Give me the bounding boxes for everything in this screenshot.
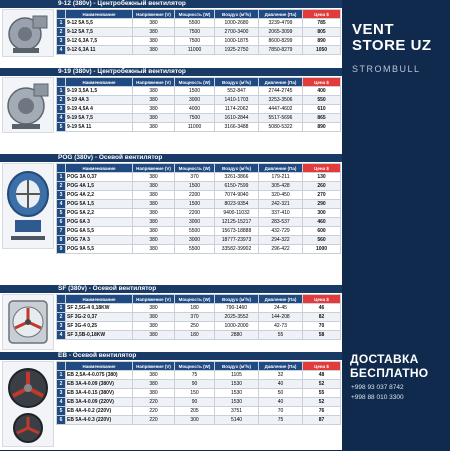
table-row <box>57 371 341 380</box>
row-price: 400 <box>303 87 341 96</box>
col-airflow: Воздух (м³/ч) <box>215 78 259 87</box>
row-pressure: 7850-8279 <box>259 46 303 55</box>
row-price: 865 <box>303 114 341 123</box>
row-name: POG 4A 1,5 <box>66 182 133 191</box>
row-airflow: 2700-3400 <box>215 28 259 37</box>
row-airflow: 6150-7599 <box>215 182 259 191</box>
col-airflow: Воздух (м³/ч) <box>215 10 259 19</box>
row-name: POG 4A 2,2 <box>66 191 133 200</box>
col-price: Цена $ <box>303 362 341 371</box>
row-power: 7500 <box>175 28 215 37</box>
row-pressure: 283-537 <box>259 218 303 227</box>
col-name: Наименование <box>66 164 133 173</box>
section-title: POG (380v) - Осевой вентилятор <box>0 154 342 162</box>
row-power: 370 <box>175 313 215 322</box>
col-power: Мощность (W) <box>175 78 215 87</box>
row-name: 9-12 5A 7,5 <box>66 28 133 37</box>
row-voltage: 380 <box>133 37 175 46</box>
table-row <box>57 416 341 425</box>
row-airflow: 33582-39902 <box>215 245 259 254</box>
price-table-9-19 <box>56 77 341 132</box>
table-row <box>57 380 341 389</box>
table-row <box>57 218 341 227</box>
phone-number[interactable]: +998 93 037 8742 <box>351 384 404 391</box>
row-number: 3 <box>57 389 66 398</box>
row-pressure: 2065-3099 <box>259 28 303 37</box>
table-row <box>57 191 341 200</box>
axial-fan-image <box>2 163 54 249</box>
row-voltage: 380 <box>133 209 175 218</box>
row-airflow: 1000-2000 <box>215 322 259 331</box>
row-price: 130 <box>303 173 341 182</box>
row-name: 9-19 5A 7,5 <box>66 114 133 123</box>
col-pressure: Давление (Па) <box>259 164 303 173</box>
row-voltage: 220 <box>133 407 175 416</box>
row-name: SF 3,5B-0,18KW <box>66 331 133 340</box>
row-price: 610 <box>303 105 341 114</box>
row-voltage: 380 <box>133 46 175 55</box>
row-airflow: 3751 <box>215 407 259 416</box>
row-price: 52 <box>303 398 341 407</box>
row-number: 3 <box>57 322 66 331</box>
row-price: 76 <box>303 407 341 416</box>
col-voltage: Напряжение (V) <box>133 164 175 173</box>
delivery-line1: ДОСТАВКА <box>350 352 419 366</box>
row-airflow: 15673-18888 <box>215 227 259 236</box>
row-airflow: 552-847 <box>215 87 259 96</box>
row-name: EB 3A-4-0.09 (380V) <box>66 380 133 389</box>
row-number: 6 <box>57 218 66 227</box>
row-number: 4 <box>57 398 66 407</box>
row-pressure: 294-322 <box>259 236 303 245</box>
row-power: 180 <box>175 331 215 340</box>
row-number: 3 <box>57 191 66 200</box>
table-row <box>57 209 341 218</box>
col-number <box>57 295 66 304</box>
table-row <box>57 19 341 28</box>
table-row <box>57 313 341 322</box>
row-price: 550 <box>303 96 341 105</box>
row-power: 3000 <box>175 218 215 227</box>
row-price: 300 <box>303 209 341 218</box>
row-price: 270 <box>303 191 341 200</box>
row-airflow: 1610-2844 <box>215 114 259 123</box>
row-voltage: 380 <box>133 227 175 236</box>
row-airflow: 2880 <box>215 331 259 340</box>
row-price: 82 <box>303 313 341 322</box>
row-voltage: 380 <box>133 322 175 331</box>
col-voltage: Напряжение (V) <box>133 10 175 19</box>
row-power: 75 <box>175 371 215 380</box>
centrifugal-fan-image <box>2 77 54 133</box>
row-power: 1500 <box>175 182 215 191</box>
row-power: 11000 <box>175 46 215 55</box>
row-airflow: 1530 <box>215 389 259 398</box>
row-number: 2 <box>57 182 66 191</box>
table-row <box>57 173 341 182</box>
row-price: 70 <box>303 322 341 331</box>
row-airflow: 7074-9040 <box>215 191 259 200</box>
row-airflow: 3261-3866 <box>215 173 259 182</box>
row-power: 7500 <box>175 114 215 123</box>
row-number: 1 <box>57 19 66 28</box>
table-row <box>57 114 341 123</box>
table-row <box>57 105 341 114</box>
row-name: 9-19 4A 3 <box>66 96 133 105</box>
row-name: SF 3G-2 0,37 <box>66 313 133 322</box>
row-number: 5 <box>57 209 66 218</box>
row-voltage: 380 <box>133 87 175 96</box>
row-name: 9-19 5A 11 <box>66 123 133 132</box>
row-price: 600 <box>303 227 341 236</box>
row-number: 2 <box>57 380 66 389</box>
row-price: 890 <box>303 123 341 132</box>
table-row <box>57 182 341 191</box>
row-number: 1 <box>57 173 66 182</box>
row-pressure: 432-729 <box>259 227 303 236</box>
col-number <box>57 362 66 371</box>
col-power: Мощность (W) <box>175 362 215 371</box>
price-table-pog <box>56 163 341 254</box>
row-price: 560 <box>303 236 341 245</box>
section-title: 9-12 (380v) - Центробежный вентилятор <box>0 0 342 8</box>
row-power: 150 <box>175 389 215 398</box>
section-title: EB - Осевой вентилятор <box>0 352 342 360</box>
row-pressure: 5517-5696 <box>259 114 303 123</box>
row-name: EB 2,5A-4-0.075 (380) <box>66 371 133 380</box>
table-row <box>57 304 341 313</box>
row-name: POG 5A 1,5 <box>66 200 133 209</box>
table-row <box>57 331 341 340</box>
col-name: Наименование <box>66 362 133 371</box>
table-row <box>57 245 341 254</box>
table-row <box>57 398 341 407</box>
row-voltage: 380 <box>133 105 175 114</box>
row-airflow: 9400-11032 <box>215 209 259 218</box>
col-number <box>57 10 66 19</box>
col-name: Наименование <box>66 295 133 304</box>
row-voltage: 380 <box>133 200 175 209</box>
row-price: 460 <box>303 218 341 227</box>
row-number: 5 <box>57 123 66 132</box>
row-pressure: 2744-2745 <box>259 87 303 96</box>
table-row <box>57 236 341 245</box>
row-voltage: 380 <box>133 114 175 123</box>
table-row <box>57 37 341 46</box>
row-pressure: 75 <box>259 416 303 425</box>
table-row <box>57 407 341 416</box>
row-price: 46 <box>303 304 341 313</box>
row-power: 5500 <box>175 227 215 236</box>
row-name: EB 3A-4-0.15 (380V) <box>66 389 133 398</box>
row-pressure: 305-428 <box>259 182 303 191</box>
row-power: 2200 <box>175 209 215 218</box>
row-price: 87 <box>303 416 341 425</box>
row-power: 370 <box>175 173 215 182</box>
col-power: Мощность (W) <box>175 10 215 19</box>
row-price: 52 <box>303 380 341 389</box>
col-airflow: Воздух (м³/ч) <box>215 295 259 304</box>
row-power: 3000 <box>175 236 215 245</box>
brand-subtitle: STROMBULL <box>352 64 421 74</box>
row-power: 90 <box>175 380 215 389</box>
row-voltage: 380 <box>133 96 175 105</box>
row-voltage: 380 <box>133 236 175 245</box>
row-name: POG 7A 3 <box>66 236 133 245</box>
row-voltage: 380 <box>133 371 175 380</box>
row-voltage: 380 <box>133 304 175 313</box>
row-airflow: 1410-1703 <box>215 96 259 105</box>
row-price: 1000 <box>303 245 341 254</box>
row-power: 11000 <box>175 123 215 132</box>
row-power: 7500 <box>175 37 215 46</box>
row-number: 5 <box>57 407 66 416</box>
row-power: 5500 <box>175 245 215 254</box>
table-row <box>57 123 341 132</box>
row-name: POG 9A 5,5 <box>66 245 133 254</box>
col-voltage: Напряжение (V) <box>133 295 175 304</box>
row-number: 4 <box>57 331 66 340</box>
row-name: 9-12 6,3A 11 <box>66 46 133 55</box>
row-airflow: 3166-3488 <box>215 123 259 132</box>
row-price: 58 <box>303 331 341 340</box>
delivery-line2: БЕСПЛАТНО <box>350 366 429 380</box>
row-name: 9-12 6,3A 7,5 <box>66 37 133 46</box>
row-airflow: 1530 <box>215 380 259 389</box>
row-name: 9-12 5A 5,5 <box>66 19 133 28</box>
row-number: 4 <box>57 200 66 209</box>
row-power: 300 <box>175 416 215 425</box>
row-pressure: 4447-4602 <box>259 105 303 114</box>
col-name: Наименование <box>66 78 133 87</box>
table-row <box>57 322 341 331</box>
row-name: POG 5A 2,2 <box>66 209 133 218</box>
row-number: 1 <box>57 87 66 96</box>
price-table-eb <box>56 361 341 425</box>
row-number: 9 <box>57 245 66 254</box>
row-power: 2200 <box>175 191 215 200</box>
row-airflow: 1000-1875 <box>215 37 259 46</box>
row-voltage: 380 <box>133 191 175 200</box>
axial-fan-image <box>2 294 54 350</box>
table-row <box>57 200 341 209</box>
col-price: Цена $ <box>303 295 341 304</box>
price-table-sf <box>56 294 341 340</box>
col-price: Цена $ <box>303 10 341 19</box>
col-pressure: Давление (Па) <box>259 362 303 371</box>
free-delivery-banner <box>350 352 428 380</box>
row-airflow: 12125-15217 <box>215 218 259 227</box>
row-name: SF 3G-4 0,25 <box>66 322 133 331</box>
row-voltage: 380 <box>133 389 175 398</box>
row-power: 90 <box>175 398 215 407</box>
row-voltage: 380 <box>133 331 175 340</box>
row-pressure: 3239-4799 <box>259 19 303 28</box>
row-price: 1050 <box>303 46 341 55</box>
row-power: 1500 <box>175 87 215 96</box>
row-number: 2 <box>57 28 66 37</box>
row-airflow: 2025-3552 <box>215 313 259 322</box>
row-pressure: 32 <box>259 371 303 380</box>
table-row <box>57 96 341 105</box>
section-title: 9-19 (380v) - Центробежный вентилятор <box>0 68 342 76</box>
row-pressure: 3253-3506 <box>259 96 303 105</box>
row-voltage: 380 <box>133 313 175 322</box>
row-voltage: 380 <box>133 182 175 191</box>
col-number <box>57 164 66 173</box>
row-airflow: 1105 <box>215 371 259 380</box>
row-airflow: 1000-2680 <box>215 19 259 28</box>
row-pressure: 55 <box>259 331 303 340</box>
row-number: 2 <box>57 313 66 322</box>
row-number: 8 <box>57 236 66 245</box>
row-name: POG 3A 0,37 <box>66 173 133 182</box>
row-airflow: 8023-9354 <box>215 200 259 209</box>
row-power: 3000 <box>175 96 215 105</box>
row-airflow: 18777-23973 <box>215 236 259 245</box>
axial-fan-image <box>2 361 54 447</box>
row-name: POG 6A 5,5 <box>66 227 133 236</box>
row-airflow: 790-1460 <box>215 304 259 313</box>
row-voltage: 380 <box>133 123 175 132</box>
table-row <box>57 46 341 55</box>
row-name: EB 4A-4-0.2 (220V) <box>66 407 133 416</box>
row-voltage: 380 <box>133 19 175 28</box>
brand-logo <box>352 22 432 54</box>
col-power: Мощность (W) <box>175 295 215 304</box>
row-pressure: 5080-5322 <box>259 123 303 132</box>
centrifugal-fan-image <box>2 9 54 57</box>
row-price: 785 <box>303 19 341 28</box>
row-name: EB 3A-4-0.09 (220V) <box>66 398 133 407</box>
row-airflow: 1925-2750 <box>215 46 259 55</box>
row-voltage: 380 <box>133 28 175 37</box>
brand-line2: STORE UZ <box>352 37 432 54</box>
row-pressure: 179-211 <box>259 173 303 182</box>
row-number: 3 <box>57 37 66 46</box>
col-airflow: Воздух (м³/ч) <box>215 362 259 371</box>
row-pressure: 320-450 <box>259 191 303 200</box>
row-price: 890 <box>303 37 341 46</box>
row-pressure: 242-321 <box>259 200 303 209</box>
row-number: 1 <box>57 371 66 380</box>
row-price: 805 <box>303 28 341 37</box>
row-power: 5500 <box>175 19 215 28</box>
row-power: 180 <box>175 304 215 313</box>
row-name: EB 5A-4-0.3 (220V) <box>66 416 133 425</box>
col-airflow: Воздух (м³/ч) <box>215 164 259 173</box>
row-price: 48 <box>303 371 341 380</box>
row-name: POG 6A 3 <box>66 218 133 227</box>
price-table-9-12 <box>56 9 341 55</box>
col-power: Мощность (W) <box>175 164 215 173</box>
row-pressure: 8600-8299 <box>259 37 303 46</box>
col-pressure: Давление (Па) <box>259 10 303 19</box>
row-price: 260 <box>303 182 341 191</box>
table-row <box>57 28 341 37</box>
row-voltage: 380 <box>133 173 175 182</box>
row-airflow: 5140 <box>215 416 259 425</box>
table-row <box>57 227 341 236</box>
row-voltage: 380 <box>133 380 175 389</box>
row-number: 4 <box>57 114 66 123</box>
row-number: 4 <box>57 46 66 55</box>
row-power: 4000 <box>175 105 215 114</box>
row-voltage: 380 <box>133 245 175 254</box>
row-pressure: 296-422 <box>259 245 303 254</box>
phone-number[interactable]: +998 88 010 3300 <box>351 394 404 401</box>
row-power: 1500 <box>175 200 215 209</box>
row-voltage: 220 <box>133 398 175 407</box>
row-voltage: 380 <box>133 218 175 227</box>
row-pressure: 144-208 <box>259 313 303 322</box>
row-pressure: 40 <box>259 380 303 389</box>
row-name: SF 2,5G-4 0,18KW <box>66 304 133 313</box>
row-pressure: 40 <box>259 398 303 407</box>
row-price: 290 <box>303 200 341 209</box>
table-row <box>57 87 341 96</box>
row-number: 3 <box>57 105 66 114</box>
row-voltage: 220 <box>133 416 175 425</box>
col-voltage: Напряжение (V) <box>133 362 175 371</box>
row-airflow: 1530 <box>215 398 259 407</box>
section-title: SF (380v) - Осевой вентилятор <box>0 285 342 293</box>
row-price: 55 <box>303 389 341 398</box>
row-pressure: 70 <box>259 407 303 416</box>
col-voltage: Напряжение (V) <box>133 78 175 87</box>
row-power: 205 <box>175 407 215 416</box>
row-number: 6 <box>57 416 66 425</box>
row-name: 9-19 3,5A 1,5 <box>66 87 133 96</box>
col-name: Наименование <box>66 10 133 19</box>
row-pressure: 337-410 <box>259 209 303 218</box>
col-price: Цена $ <box>303 164 341 173</box>
row-number: 7 <box>57 227 66 236</box>
table-row <box>57 389 341 398</box>
row-pressure: 42-73 <box>259 322 303 331</box>
col-pressure: Давление (Па) <box>259 78 303 87</box>
col-price: Цена $ <box>303 78 341 87</box>
row-airflow: 1174-2062 <box>215 105 259 114</box>
row-number: 2 <box>57 96 66 105</box>
brand-line1: VENT <box>352 21 395 38</box>
row-name: 9-19 4,5A 4 <box>66 105 133 114</box>
row-pressure: 50 <box>259 389 303 398</box>
row-number: 1 <box>57 304 66 313</box>
col-number <box>57 78 66 87</box>
row-power: 250 <box>175 322 215 331</box>
col-pressure: Давление (Па) <box>259 295 303 304</box>
row-pressure: 24-45 <box>259 304 303 313</box>
